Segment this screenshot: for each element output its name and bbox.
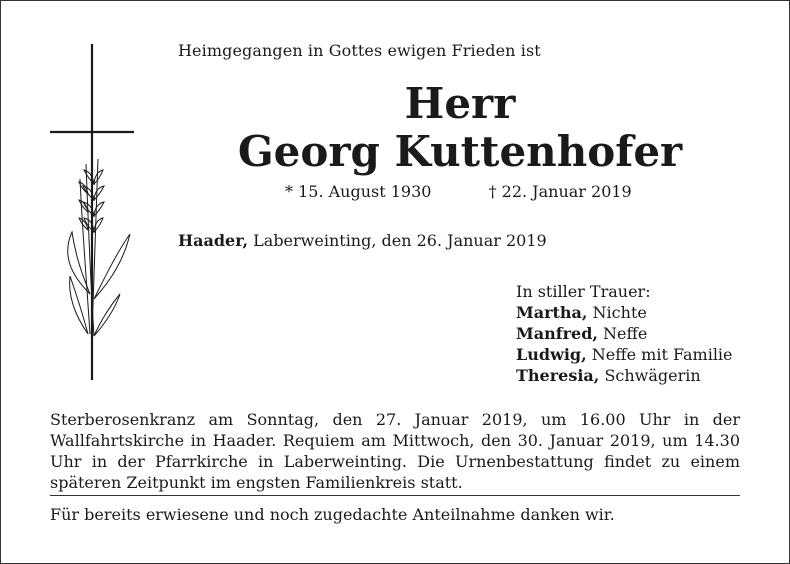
- death-date: † 22. Januar 2019: [488, 182, 632, 201]
- mourner-relation: Nichte: [587, 303, 647, 322]
- place-date-line: [178, 231, 547, 250]
- mourner-item: [516, 344, 733, 365]
- title-line-1: Herr: [404, 79, 516, 128]
- mourners-heading: In stiller Trauer:: [516, 282, 651, 301]
- deceased-name: [160, 80, 760, 176]
- birth-date: * 15. August 1930: [285, 182, 432, 201]
- mourner-item: [516, 365, 733, 386]
- mourner-name: Theresia,: [516, 366, 600, 385]
- place-rest: Laberweinting, den 26. Januar 2019: [248, 231, 547, 250]
- life-dates: [285, 182, 632, 201]
- intro-text: Heimgegangen in Gottes ewigen Frieden ist: [178, 41, 541, 60]
- mourners-list: [516, 281, 733, 386]
- thanks-line: Für bereits erwiesene und noch zugedachte Anteilnahme danken wir.: [50, 505, 615, 524]
- service-details: Sterberosenkranz am Sonntag, den 27. Januar 2019, um 16.00 Uhr in der Wallfahrtskirche in Haader. Requiem am Mittwoch, den 30. Januar 2019, um 14.30 Uhr in der Pfarrkirche in Laberweinting. Die Urnenbestattung findet zu einem späteren Zeitpunkt im engsten Familienkreis statt.: [50, 410, 740, 492]
- mourner-name: Ludwig,: [516, 345, 587, 364]
- cross-with-wheat-icon: [50, 44, 140, 384]
- mourner-item: [516, 302, 733, 323]
- mourner-relation: Schwägerin: [599, 366, 701, 385]
- divider: [50, 495, 740, 496]
- mourner-name: Martha,: [516, 303, 588, 322]
- mourner-name: Manfred,: [516, 324, 598, 343]
- title-line-2: Georg Kuttenhofer: [237, 127, 683, 176]
- mourner-relation: Neffe: [597, 324, 648, 343]
- mourner-relation: Neffe mit Familie: [586, 345, 733, 364]
- place-bold: Haader,: [178, 231, 249, 250]
- mourner-item: [516, 323, 733, 344]
